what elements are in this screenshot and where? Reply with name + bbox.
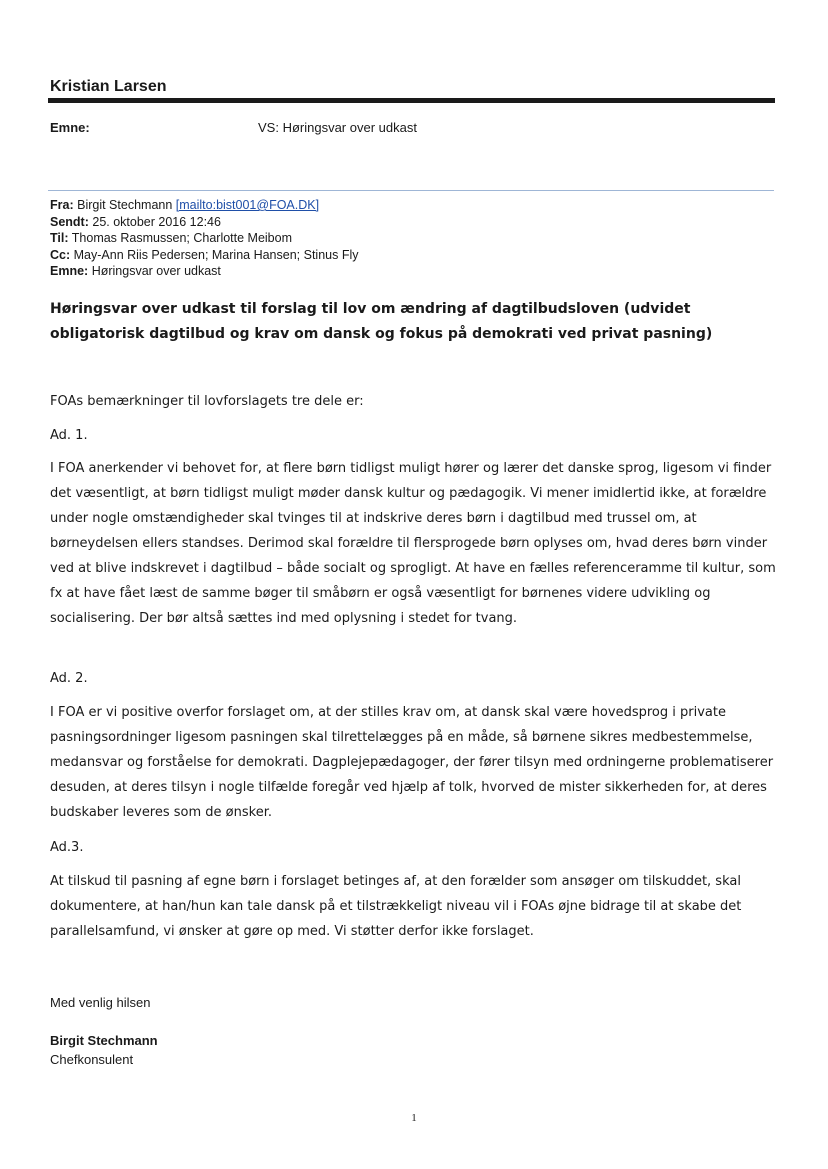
from-label: Fra: xyxy=(50,198,74,212)
sent-label: Sendt: xyxy=(50,214,89,229)
email-header xyxy=(50,197,358,280)
ad3-paragraph: At tilskud til pasning af egne børn i forslaget betinges af, at den forælder som ansøger om tilskuddet, skal dokumentere, at han/hun kan tale dansk på et tilstrækkeligt niveau vil i FOAs øjne bidrage til at skabe det parallelsamfund, vi ønsker at gøre op med. Vi støtter derfor ikke forslaget. xyxy=(50,874,742,939)
email-header-divider xyxy=(48,190,774,191)
to-label: Til: xyxy=(50,231,69,246)
email-subject-label: Emne: xyxy=(50,264,89,279)
ad1-paragraph: I FOA anerkender vi behovet for, at flere børn tidligst muligt hører og lærer det danske sprog, ligesom vi finder det væsentligt, at børn tidligst muligt møder dansk kultur og pædagogik. Vi mener imidlertid ikke, at forældre under nogle omstændigheder skal tvinges til at indskrive deres børn i dagtilbud med trussel om, at børneydelsen ellers standses. Derimod skal forældre til flersprogede børn oplyses om, hvad deres børn vinder ved at blive indskrevet i dagtilbud – både socialt og sprogligt. At have en fælles referenceramme til kultur, som fx at have fået læst de samme bøger til småbørn er også væsentligt for børnenes videre udvikling og socialisering. Der bør altså sættes ind med oplysning i stedet for tvang. xyxy=(50,461,776,626)
ad2-paragraph: I FOA er vi positive overfor forslaget om, at der stilles krav om, at dansk skal være hovedsprog i private pasningsordninger ligesom pasningen skal tilrettelægges på en måde, så børnene sikres medbestemmelse, medansvar og forståelse for demokrati. Dagplejepædagoger, der fører tilsyn med ordningerne problematiserer desuden, at deres tilsyn i nogle tilfælde foregår ved hjælp af tolk, hvorved de mister sikkerheden for, at deres budskaber leveres som de ønsker. xyxy=(50,705,774,820)
subject-value: VS: Høringsvar over udkast xyxy=(258,120,417,135)
email-to-row xyxy=(50,230,358,247)
to-value: Thomas Rasmussen; Charlotte Meibom xyxy=(71,231,293,246)
page-number: 1 xyxy=(411,1112,417,1124)
email-sent-row xyxy=(50,214,358,231)
ad1-label: Ad. 1. xyxy=(50,428,88,443)
ad3-label: Ad.3. xyxy=(50,840,84,855)
ad2-label: Ad. 2. xyxy=(50,671,88,686)
intro-paragraph: FOAs bemærkninger til lovforslagets tre dele er: xyxy=(50,394,364,409)
signer-role: Chefkonsulent xyxy=(50,1052,134,1067)
owner-divider xyxy=(48,98,775,103)
letter-title: Høringsvar over udkast til forslag til lov om ændring af dagtilbudsloven (udvidet obligatorisk dagtilbud og krav om dansk og fokus på demokrati ved privat pasning) xyxy=(50,301,713,342)
sent-value: 25. oktober 2016 12:46 xyxy=(92,214,221,229)
email-cc-row xyxy=(50,247,358,264)
cc-label: Cc: xyxy=(50,247,71,262)
email-subject-row xyxy=(50,263,358,280)
email-from-row xyxy=(50,197,358,214)
from-name: Birgit Stechmann xyxy=(77,198,173,212)
signer-name: Birgit Stechmann xyxy=(50,1033,158,1048)
subject-label: Emne: xyxy=(50,120,90,135)
closing-greeting: Med venlig hilsen xyxy=(50,995,151,1010)
email-subject-value: Høringsvar over udkast xyxy=(91,264,221,279)
from-email-link[interactable]: [mailto:bist001@FOA.DK] xyxy=(175,198,320,212)
cc-value: May-Ann Riis Pedersen; Marina Hansen; Stinus Fly xyxy=(73,247,359,262)
document-owner-name: Kristian Larsen xyxy=(50,78,167,95)
